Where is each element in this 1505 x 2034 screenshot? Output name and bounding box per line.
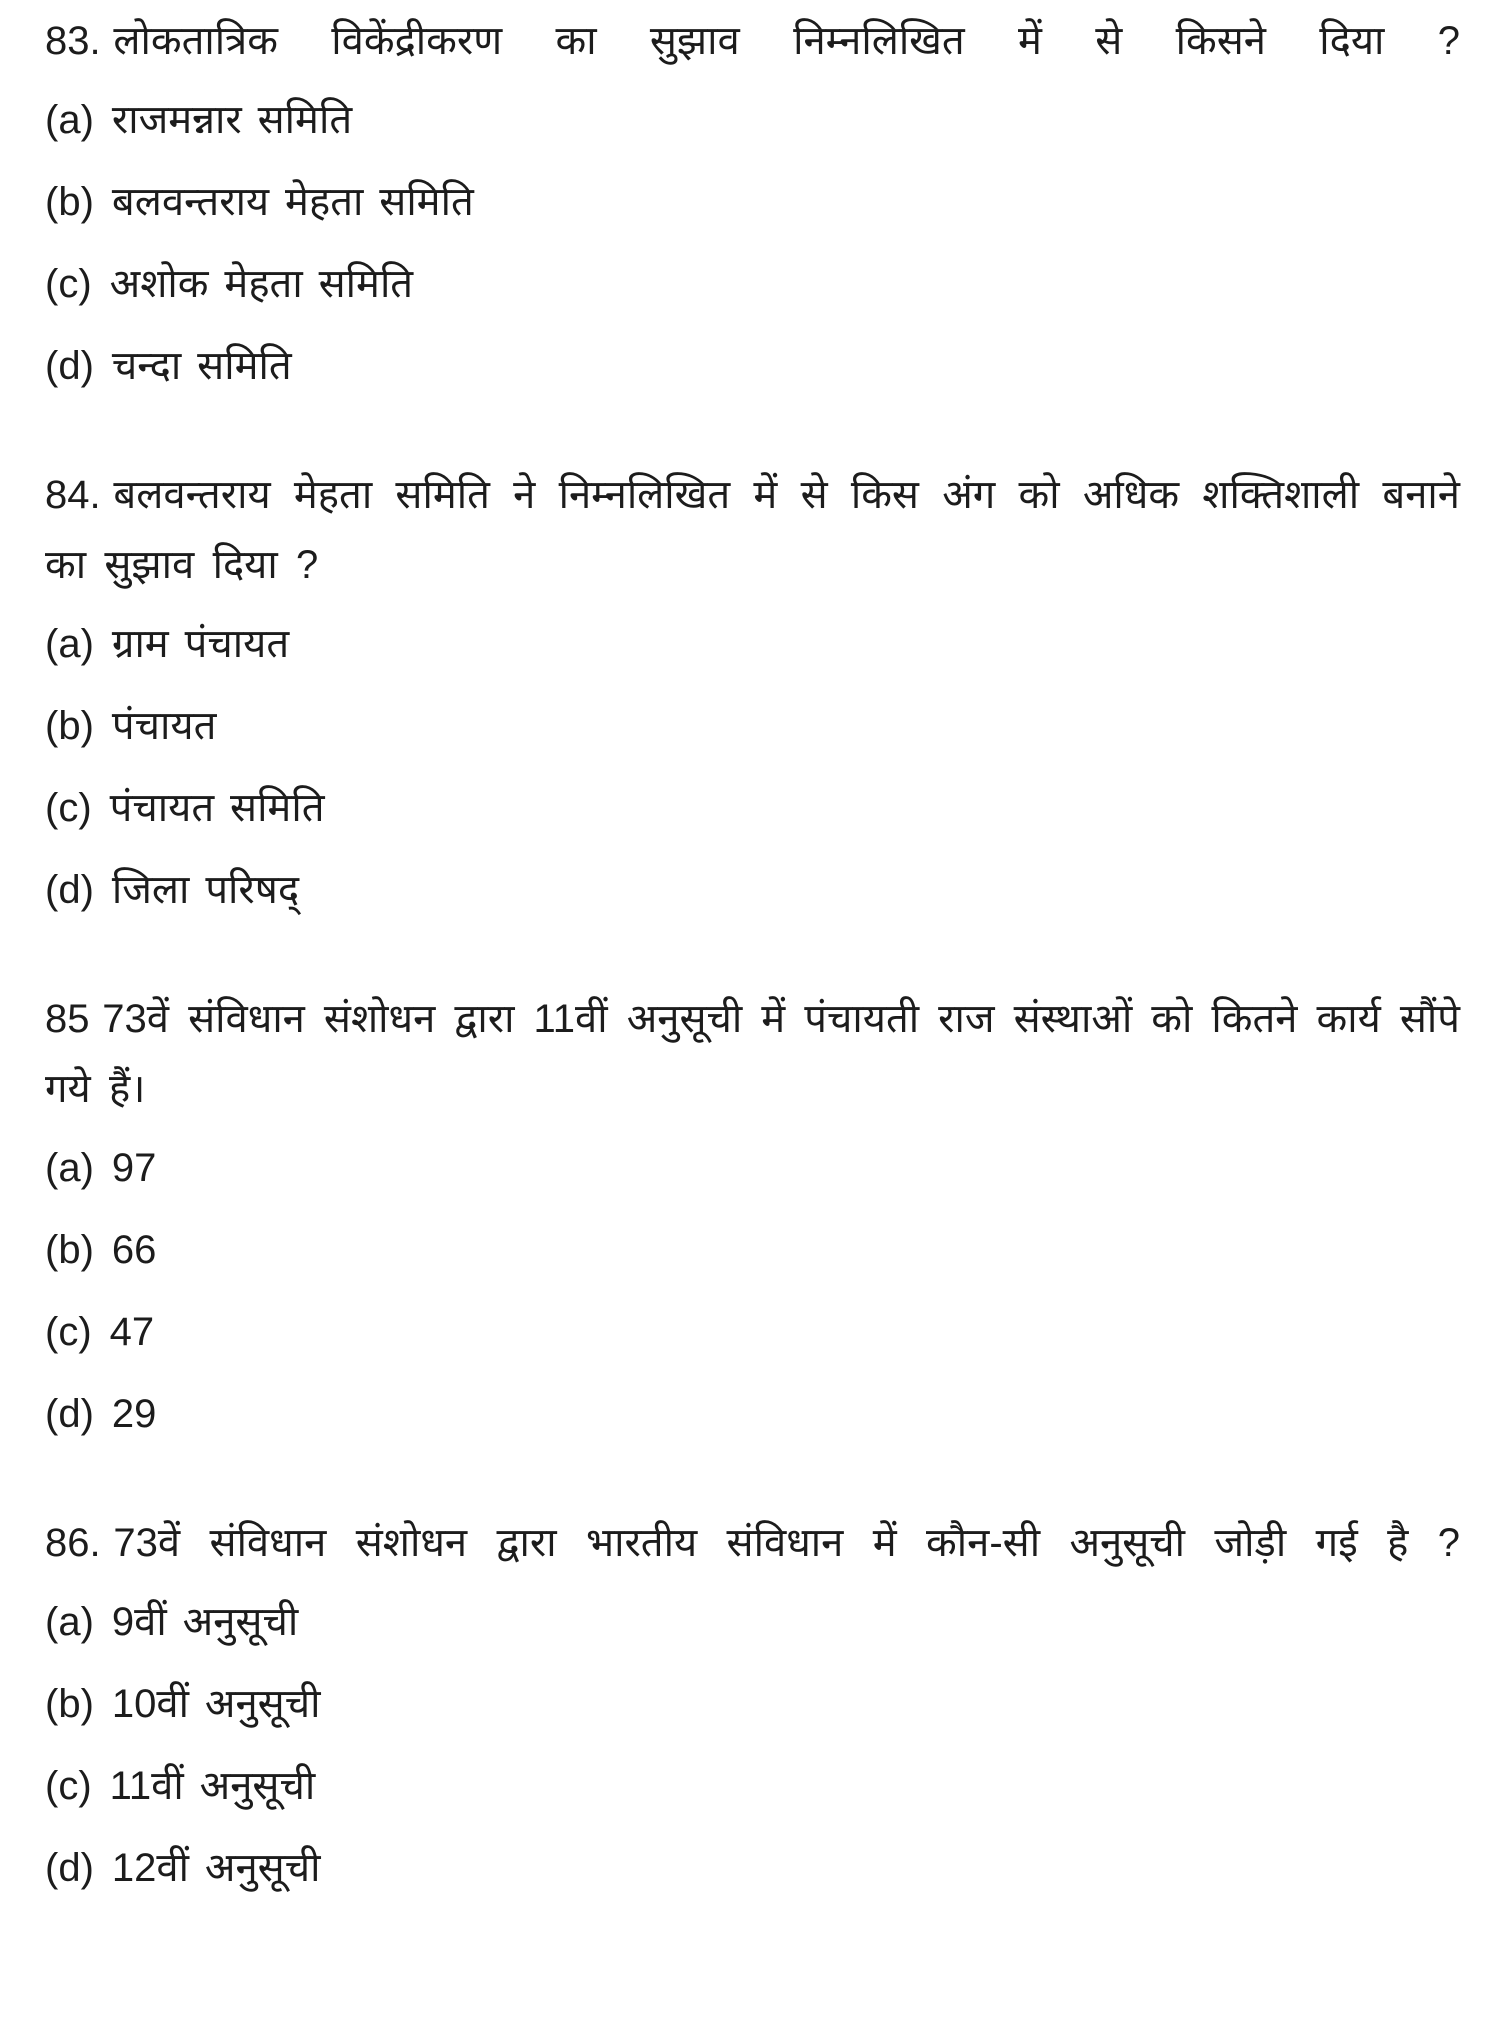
question-83-title bbox=[45, 6, 1460, 76]
question-86-option-b bbox=[45, 1680, 1460, 1728]
option-text: 12वीं अनुसूची bbox=[111, 1846, 321, 1890]
question-83 bbox=[45, 6, 1460, 390]
question-85-option-b bbox=[45, 1226, 1460, 1274]
option-label: (d) bbox=[45, 1392, 94, 1436]
option-text: 10वीं अनुसूची bbox=[111, 1682, 321, 1726]
question-86-option-a bbox=[45, 1598, 1460, 1646]
option-text: राजमन्नार समिति bbox=[111, 98, 353, 142]
question-86-title bbox=[45, 1508, 1460, 1578]
option-label: (d) bbox=[45, 344, 94, 388]
question-text: लोकतात्रिक विकेंद्रीकरण का सुझाव निम्नलिखित में से किसने दिया ? bbox=[113, 19, 1460, 63]
question-86 bbox=[45, 1508, 1460, 1892]
question-number: 83. bbox=[45, 19, 101, 63]
option-label: (d) bbox=[45, 1846, 94, 1890]
option-text: जिला परिषद् bbox=[111, 868, 300, 912]
option-text: पंचायत समिति bbox=[109, 786, 325, 830]
option-text: 9वीं अनुसूची bbox=[111, 1600, 299, 1644]
question-text: बलवन्तराय मेहता समिति ने निम्नलिखित में से किस अंग को अधिक शक्तिशाली बनाने का सुझाव दिया ? bbox=[45, 473, 1460, 587]
question-83-option-a bbox=[45, 96, 1460, 144]
option-label: (b) bbox=[45, 180, 94, 224]
option-label: (a) bbox=[45, 1146, 94, 1190]
option-label: (a) bbox=[45, 622, 94, 666]
question-84-option-d bbox=[45, 866, 1460, 914]
option-text: चन्दा समिति bbox=[111, 344, 292, 388]
option-text: ग्राम पंचायत bbox=[111, 622, 290, 666]
question-text: 73वें संविधान संशोधन द्वारा 11वीं अनुसूची में पंचायती राज संस्थाओं को कितने कार्य सौंपे गये हैं। bbox=[45, 997, 1460, 1111]
question-84 bbox=[45, 460, 1460, 914]
question-number: 85 bbox=[45, 997, 90, 1041]
option-text: 66 bbox=[111, 1228, 157, 1272]
question-83-option-c bbox=[45, 260, 1460, 308]
option-label: (c) bbox=[45, 1764, 92, 1808]
option-text: 97 bbox=[111, 1146, 157, 1190]
question-number: 86. bbox=[45, 1521, 101, 1565]
option-text: बलवन्तराय मेहता समिति bbox=[111, 180, 474, 224]
question-85-option-c bbox=[45, 1308, 1460, 1356]
option-text: 47 bbox=[109, 1310, 155, 1354]
option-label: (b) bbox=[45, 1682, 94, 1726]
question-86-option-d bbox=[45, 1844, 1460, 1892]
option-label: (c) bbox=[45, 262, 92, 306]
option-label: (b) bbox=[45, 1228, 94, 1272]
question-84-option-a bbox=[45, 620, 1460, 668]
option-text: 29 bbox=[111, 1392, 157, 1436]
option-text: अशोक मेहता समिति bbox=[109, 262, 414, 306]
question-85-option-a bbox=[45, 1144, 1460, 1192]
question-84-option-b bbox=[45, 702, 1460, 750]
option-label: (a) bbox=[45, 1600, 94, 1644]
question-text: 73वें संविधान संशोधन द्वारा भारतीय संविधान में कौन-सी अनुसूची जोड़ी गई है ? bbox=[113, 1521, 1460, 1565]
option-label: (b) bbox=[45, 704, 94, 748]
question-86-option-c bbox=[45, 1762, 1460, 1810]
option-label: (c) bbox=[45, 1310, 92, 1354]
question-83-option-b bbox=[45, 178, 1460, 226]
question-85-title bbox=[45, 984, 1460, 1124]
option-label: (d) bbox=[45, 868, 94, 912]
option-text: पंचायत bbox=[111, 704, 217, 748]
question-83-option-d bbox=[45, 342, 1460, 390]
question-85-option-d bbox=[45, 1390, 1460, 1438]
question-84-title bbox=[45, 460, 1460, 600]
question-number: 84. bbox=[45, 473, 101, 517]
option-label: (a) bbox=[45, 98, 94, 142]
option-text: 11वीं अनुसूची bbox=[109, 1764, 316, 1808]
option-label: (c) bbox=[45, 786, 92, 830]
question-85 bbox=[45, 984, 1460, 1438]
question-84-option-c bbox=[45, 784, 1460, 832]
